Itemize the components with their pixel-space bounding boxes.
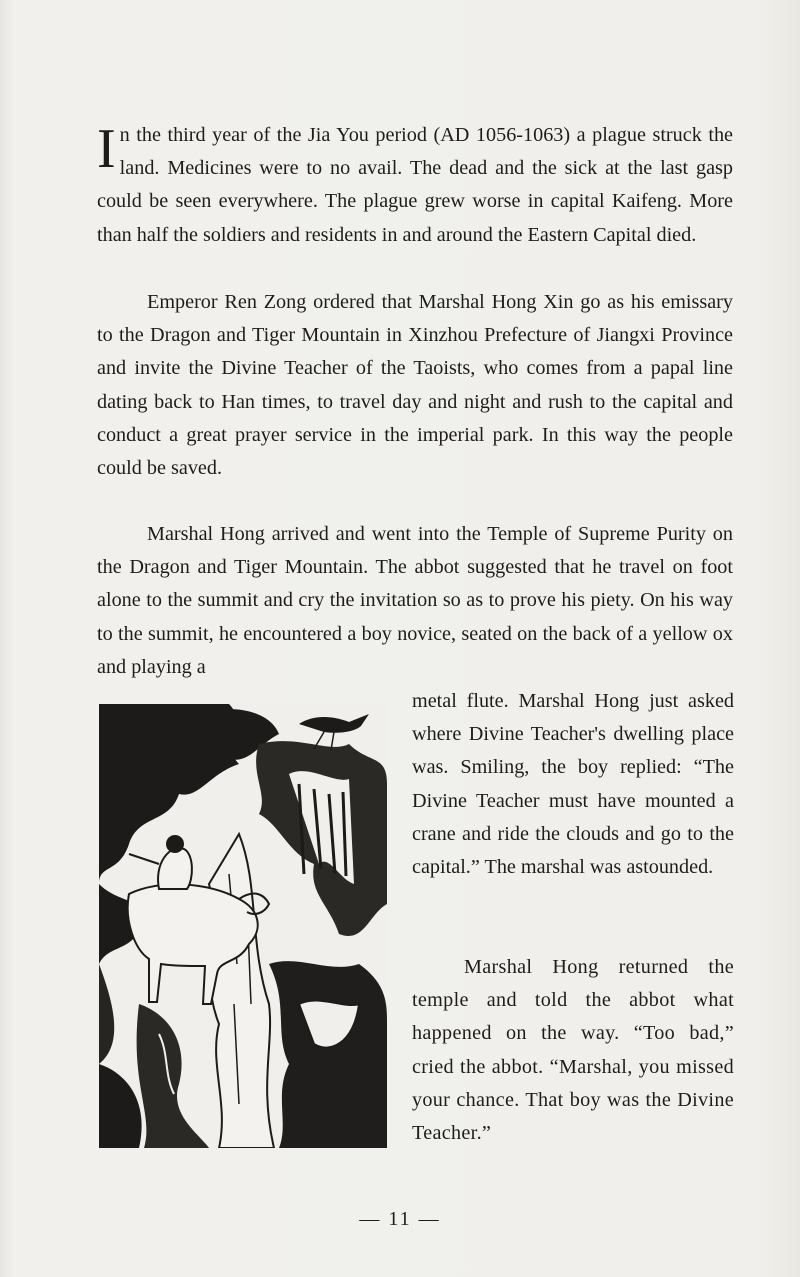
drop-cap: I xyxy=(97,118,116,180)
paragraph-1-text: n the third year of the Jia You period (AD 1056-1063) a plague struck the land. Medicines were to no avail. The dead and the sick at the last gasp could be seen everywhere. The plague grew worse in capital Kaifeng. More than half the soldiers and residents in and around the Eastern Capital died. xyxy=(97,124,733,246)
page-number: — 11 — xyxy=(359,1208,441,1230)
paragraph-1 xyxy=(97,119,733,252)
paragraph-3: Marshal Hong arrived and went into the Temple of Supreme Purity on the Dragon and Tiger Mountain. The abbot suggested that he travel on foot alone to the summit and cry the invitation so as to prove his piety. On his way to the summit, he encountered a boy novice, seated on the back of a yellow ox and playing a xyxy=(97,523,733,678)
ink-illustration xyxy=(99,704,387,1148)
paragraph-3-continued: metal flute. Marshal Hong just asked where Divine Teacher's dwelling place was. Smiling, the boy replied: “The Divine Teacher must have mounted a crane and ride the clouds and go to the capital.” The marshal was astounded. xyxy=(412,690,734,879)
paragraph-4: Marshal Hong returned the temple and told the abbot what happened on the way. “Too bad,” cried the abbot. “Marshal, you missed your chance. That boy was the Divine Teacher.” xyxy=(412,956,734,1145)
bleed-through-header xyxy=(480,48,760,64)
paragraph-2: Emperor Ren Zong ordered that Marshal Hong Xin go as his emissary to the Dragon and Tiger Mountain in Xinzhou Prefecture of Jiangxi Province and invite the Divine Teacher of the Taoists, who comes from a papal line dating back to Han times, to travel day and night and rush to the capital and conduct a great prayer service in the imperial park. In this way the people could be saved. xyxy=(97,291,733,480)
